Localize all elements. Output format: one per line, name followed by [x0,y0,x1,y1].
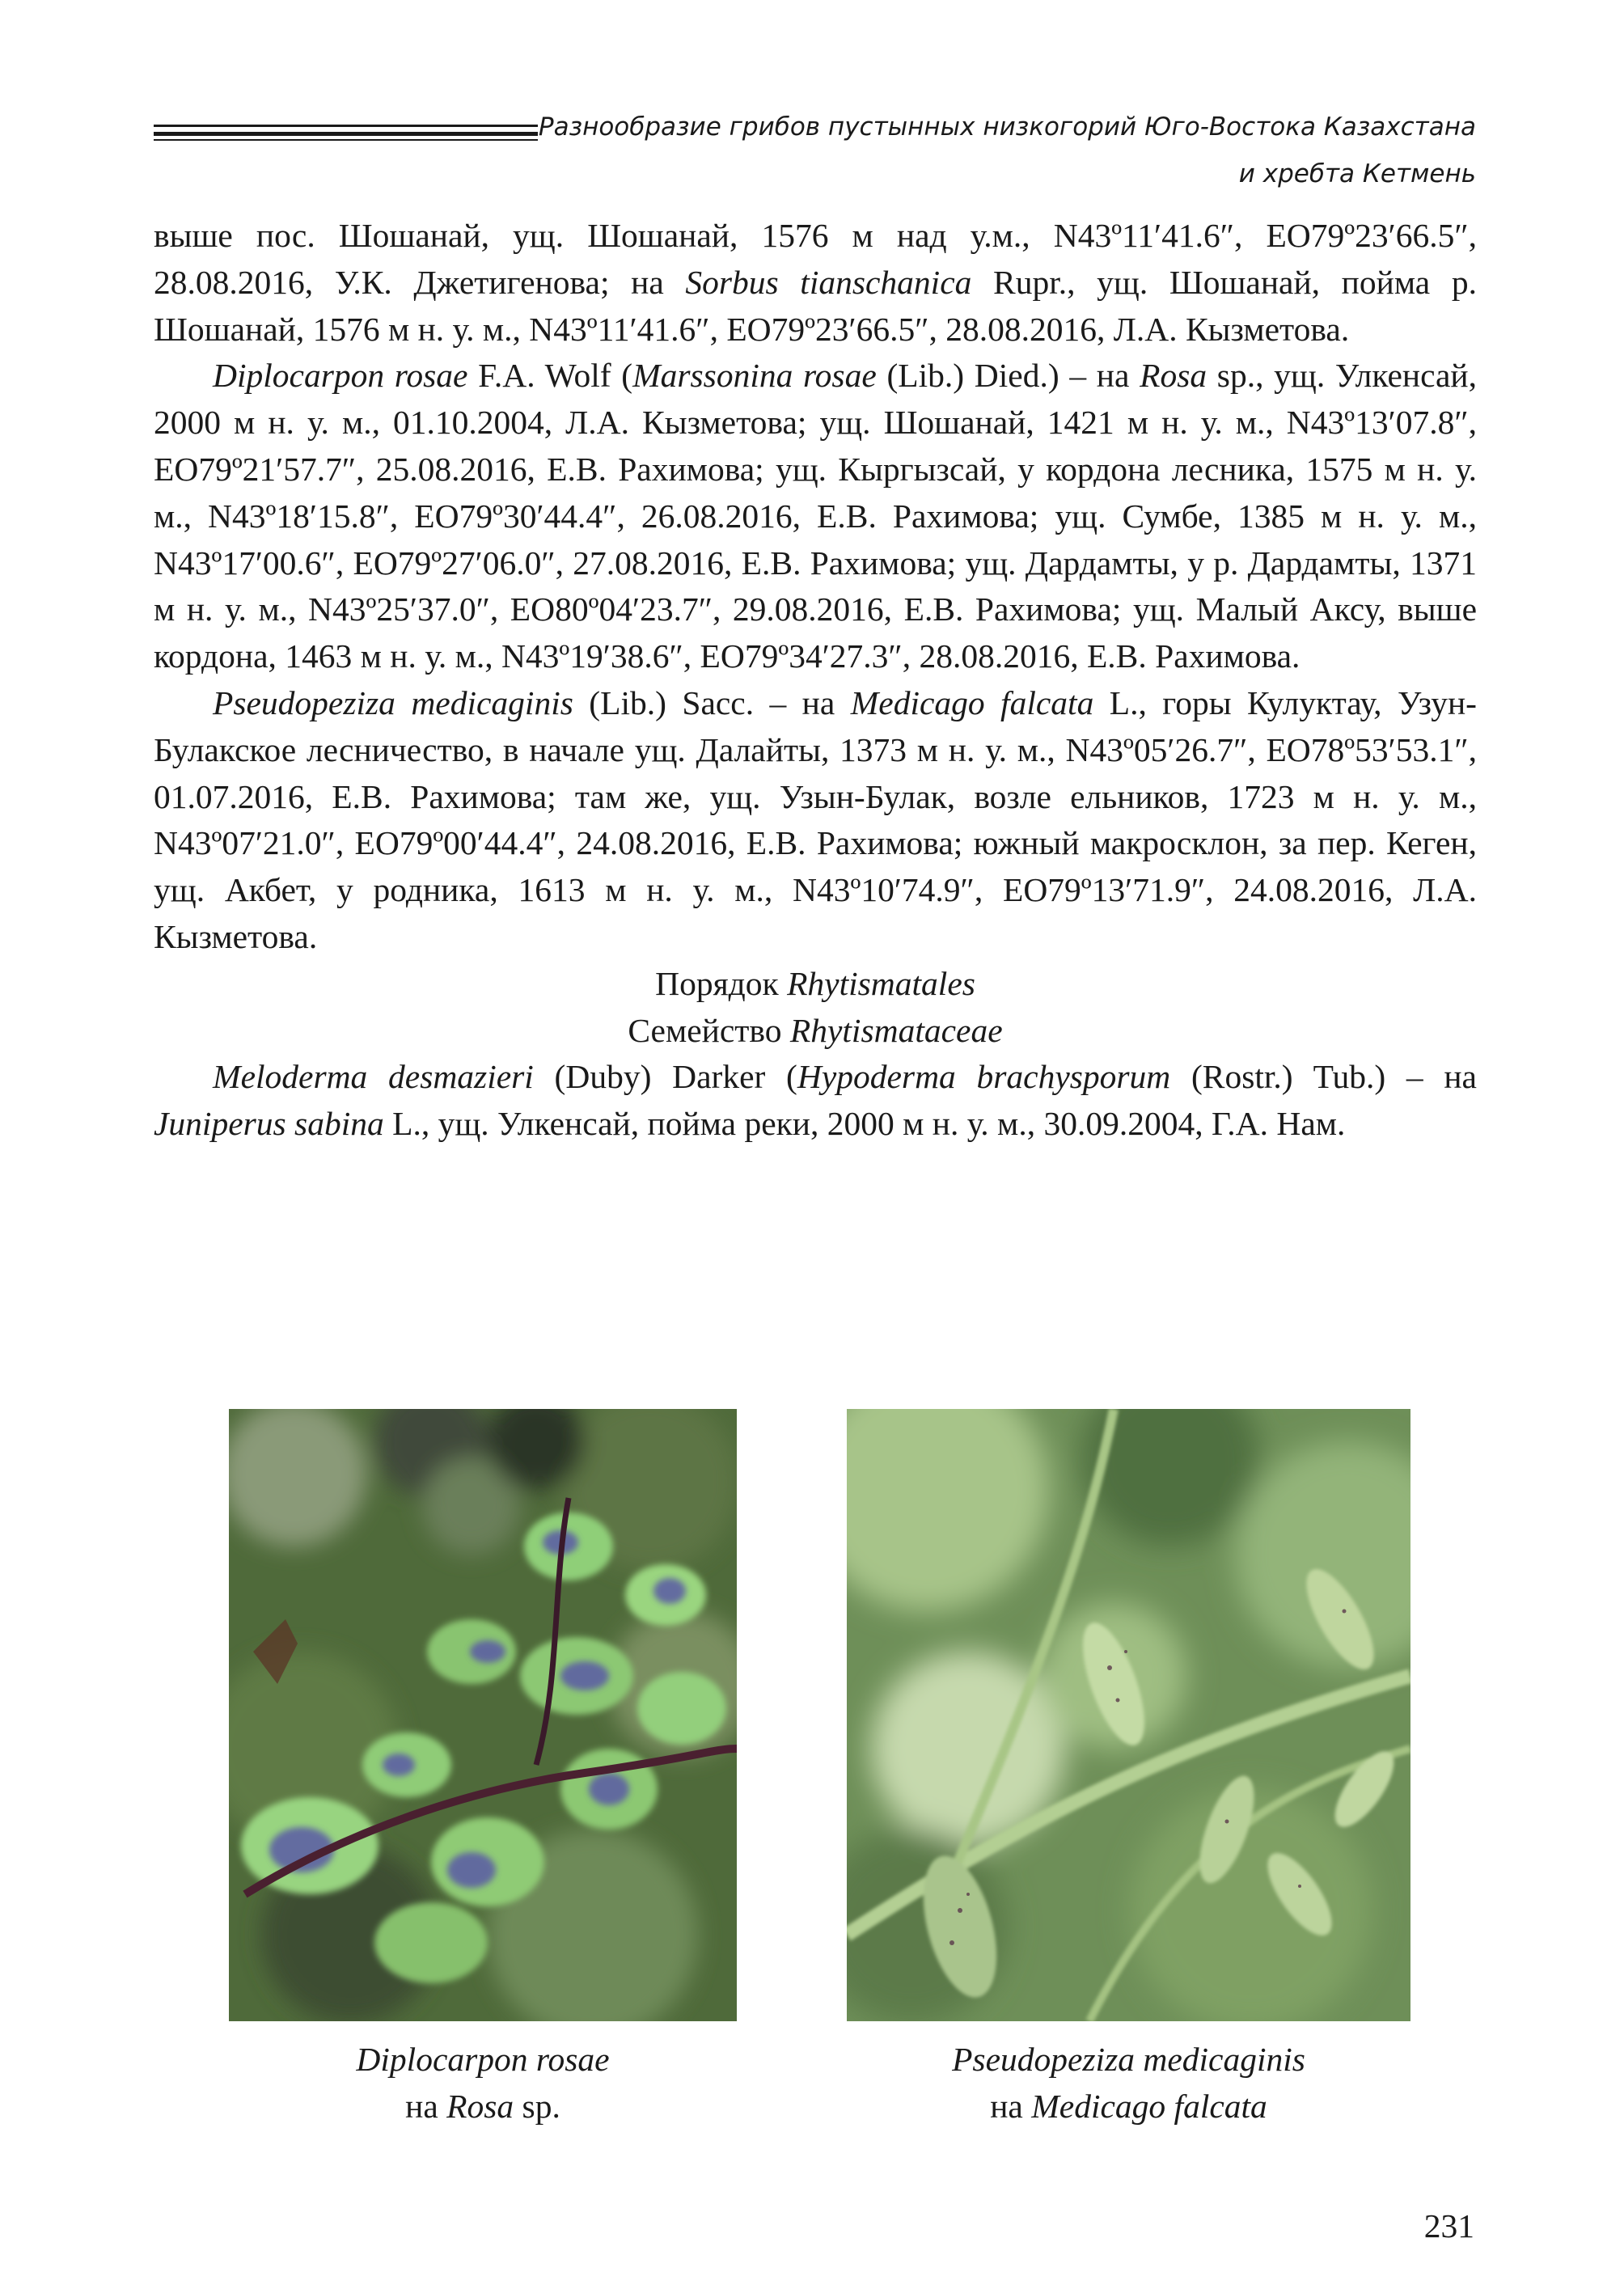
taxon-name: Marssonina rosae [632,357,877,395]
photo-pseudopeziza-medicaginis [847,1409,1410,2021]
caption-left: Diplocarpon rosae на Rosa sp. [356,2041,610,2125]
taxon-name: Diplocarpon rosae [213,357,468,395]
taxon-name: Rosa [1140,357,1207,395]
family-heading: Семейство Rhytismataceae [628,1011,1003,1049]
paragraph-meloderma: Meloderma desmazieri (Duby) Darker (Hypoderma brachysporum (Rostr.) Tub.) – на Juniperus sabina L., ущ. Улкенсай, пойма реки, 2000 м н. у. м., 30.09.2004, Г.А. Нам. [154,1058,1477,1143]
paragraph-diplocarpon: Diplocarpon rosae F.A. Wolf (Marssonina rosae (Lib.) Died.) – на Rosa sp., ущ. Улкенсай, 2000 м н. у. м., 01.10.2004, Л.А. Кызметова; ущ. Шошанай, 1421 м н. у. м., N43º13′07.8″, EO79º21′57.7″, 25.08.2016, Е.В. Рахимова; ущ. Кыргызсай, у кордона лесника, 1575 м н. у. м., N43º18′15.8″, EO79º30′44.4″, 26.08.2016, Е.В. Рахимова; ущ. Сумбе, 1385 м н. у. м., N43º17′00.6″, EO79º27′06.0″, 27.08.2016, Е.В. Рахимова; ущ. Дардамты, у р. Дардамты, 1371 м н. у. м., N43º25′37.0″, EO80º04′23.7″, 29.08.2016, Е.В. Рахимова; ущ. Малый Аксу, выше кордона, 1463 м н. у. м., N43º19′38.6″, EO79º34′27.3″, 28.08.2016, Е.В. Рахимова. [154,357,1478,675]
paragraph-continuation: выше пос. Шошанай, ущ. Шошанай, 1576 м над у.м., N43º11′41.6″, EO79º23′66.5″, 28.08.2016, У.К. Джетигенова; на Sorbus tianschanica Rupr., ущ. Шошанай, пойма р. Шошанай, 1576 м н. у. м., N43º11′41.6″, EO79º23′66.5″, 28.08.2016, Л.А. Кызметова. [154,217,1477,348]
caption-species: Diplocarpon rosae [356,2041,610,2078]
body-text [154,213,1477,1148]
paragraph-pseudopeziza: Pseudopeziza medicaginis (Lib.) Sacc. – на Medicago falcata L., горы Кулуктау, Узун-Булакское лесничество, в начале ущ. Далайты, 1373 м н. у. м., N43º05′26.7″, EO78º53′53.1″, 01.07.2016, Е.В. Рахимова; там же, ущ. Узын-Булак, возле ельников, 1723 м н. у. м., N43º07′21.0″, EO79º00′44.4″, 24.08.2016, Е.В. Рахимова; южный макросклон, за пер. Кеген, ущ. Акбет, у родника, 1613 м н. у. м., N43º10′74.9″, EO79º13′71.9″, 24.08.2016, Л.А. Кызметова. [154,683,1477,955]
taxon-name: Hypoderma brachysporum [797,1058,1171,1096]
running-head-line-1: Разнообразие грибов пустынных низкогорий Юго-Востока Казахстана [538,112,1476,142]
page-number: 231 [1423,2207,1474,2244]
taxon-name: Sorbus tianschanica [685,263,972,301]
caption-host: Rosa [446,2087,514,2125]
photo-diplocarpon-rosae [229,1409,737,2021]
taxon-name: Meloderma desmazieri [213,1058,534,1096]
header-rule-middle [154,132,538,136]
running-head-line-2: и хребта Кетмень [1238,159,1476,188]
order-heading: Порядок Rhytismatales [655,964,975,1002]
running-head [539,104,1476,197]
caption-right: Pseudopeziza medicaginis на Medicago falcata [952,2041,1305,2125]
caption-host: Medicago falcata [1031,2087,1267,2125]
taxon-name: Pseudopeziza medicaginis [213,683,573,721]
caption-species: Pseudopeziza medicaginis [952,2041,1305,2078]
taxon-name: Medicago falcata [850,683,1094,721]
taxon-name: Juniperus sabina [154,1105,384,1143]
header-rule-bottom [154,139,538,141]
header-rule-top [154,125,538,127]
